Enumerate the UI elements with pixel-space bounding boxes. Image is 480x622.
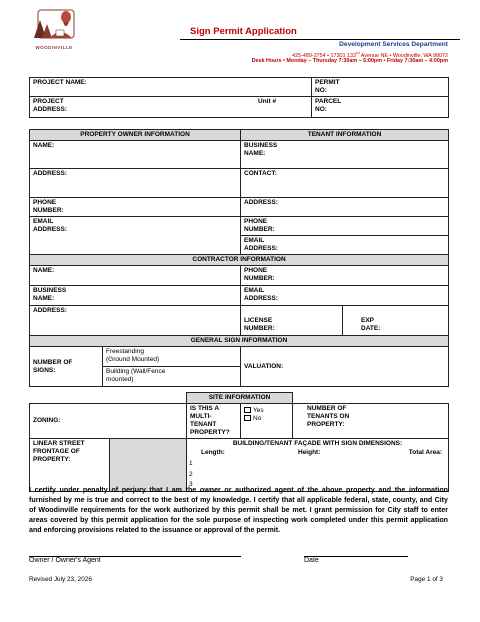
exp-label: EXP [361,317,375,324]
tenant-phone-email-field[interactable] [241,217,449,255]
yes-option[interactable] [244,407,289,415]
owner-address-field[interactable] [30,169,241,198]
contractor-license-field[interactable] [241,306,343,336]
height-label: Height: [298,449,321,456]
tenant-count-label-2: TENANTS ON [307,413,350,420]
tenant-email-label: EMAIL [244,237,265,244]
site-header-spacer-2 [293,393,449,404]
dims-header-row [187,449,448,459]
dims-row-3[interactable]: 3 [189,481,193,488]
tenant-section-header: TENANT INFORMATION [241,130,449,141]
contractor-business-label-2: NAME: [33,295,55,302]
tenant-count-label: NUMBER OF [307,405,347,412]
owner-tenant-table [29,129,449,387]
no-option[interactable] [244,415,289,423]
contractor-address-field[interactable] [30,306,241,336]
owner-phone-label-2: NUMBER: [33,207,64,214]
dims-row-2[interactable]: 2 [189,470,193,478]
multi-tenant-label-3: PROPERTY? [190,429,230,436]
freestanding-label-2: (Ground Mounted) [106,356,160,363]
unit-label: Unit # [258,98,277,105]
number-signs-label-2: SIGNS: [33,366,56,374]
multi-tenant-label-cell [187,404,241,439]
tenant-count-label-3: PROPERTY: [307,421,345,428]
tenant-address-field[interactable] [241,198,449,217]
frontage-label-3: PROPERTY: [33,456,71,463]
contractor-phone-label: PHONE [244,267,268,274]
no-label: No [253,415,262,422]
site-header-spacer [30,393,187,404]
multi-tenant-label-2: TENANT [190,421,217,428]
project-name-label: PROJECT NAME: [33,79,87,86]
freestanding-field[interactable] [103,347,241,367]
tenant-phone-label: PHONE [244,218,268,225]
contact-sup: rd [356,50,360,55]
project-name-field[interactable] [30,78,312,97]
contact-text: 425-489-2754 • 17301 133 [292,52,357,59]
contractor-email-label: EMAIL [244,287,265,294]
certification-text: I certify under penalty of perjury that I am the owner or authorized agent of the above property and the information furnished by me is true and correct to the best of my knowledge. I certify that all applicable federal, state, county, and City of Woodinville requirements for the work authorized by this permit shall be met. I grant permission for City staff to enter areas covered by this permit application for the sole purpose of inspecting work completed under this permit application and enforcing provisions related to the issuance or approval of the permit. [29,486,448,535]
facade-dimensions-cell [187,439,449,492]
department-name: Development Services Department [339,41,448,48]
tenant-business-field[interactable] [241,141,449,169]
building-label: Building (Wall/Fence [106,368,166,375]
contractor-business-field[interactable] [30,286,241,306]
site-table [29,392,449,492]
owner-name-field[interactable] [30,141,241,169]
multi-tenant-options [241,404,293,439]
contractor-name-field[interactable] [30,266,241,286]
tenant-count-field[interactable] [293,404,449,439]
contractor-exp-field[interactable] [343,306,449,336]
date-signature-line[interactable] [304,556,408,557]
frontage-label-2: FRONTAGE OF [33,448,80,455]
freestanding-label: Freestanding [106,348,144,355]
owner-email-field[interactable] [30,217,241,255]
owner-email-label: EMAIL [33,218,54,225]
valuation-label: VALUATION: [244,362,284,370]
tenant-address-label: ADDRESS: [244,199,278,206]
frontage-label: LINEAR STREET [33,440,85,447]
frontage-label-cell [30,439,110,492]
building-mounted-field[interactable] [103,367,241,387]
contractor-name-label: NAME: [33,267,55,274]
project-table [29,77,449,118]
project-address-label: PROJECT [33,98,64,105]
form-title: Sign Permit Application [190,26,297,37]
contact-text-2: Avenue NE • Woodinville, WA 98072 [359,52,448,59]
yes-label: Yes [253,407,264,414]
total-area-label: Total Area: [408,449,443,456]
length-label: Length: [201,449,225,456]
building-label-2: mounted) [106,376,134,383]
tenant-business-label-2: NAME: [244,150,266,157]
owner-phone-label: PHONE [33,199,57,206]
contractor-address-label: ADDRESS: [33,307,67,314]
contractor-phone-label-2: NUMBER: [244,275,275,282]
owner-signature-label: Owner / Owner's Agent [29,557,101,564]
tenant-phone-label-2: NUMBER: [244,226,275,233]
owner-section-header: PROPERTY OWNER INFORMATION [30,130,241,141]
project-address-field[interactable] [30,97,312,118]
frontage-input[interactable] [110,439,187,492]
zoning-label: ZONING: [33,417,61,424]
number-of-signs-label-cell [30,347,103,387]
date-signature-label: Date [304,557,319,564]
parcel-no-field[interactable] [312,97,449,118]
contractor-section-header: CONTRACTOR INFORMATION [30,255,449,266]
owner-address-label: ADDRESS: [33,170,67,177]
owner-email-label-2: ADDRESS: [33,226,67,233]
tenant-business-label: BUSINESS [244,142,278,149]
revised-date: Revised July 23, 2026 [29,576,92,583]
multi-tenant-label: IS THIS A MULTI- [190,405,219,420]
owner-phone-field[interactable] [30,198,241,217]
no-checkbox[interactable] [244,415,251,421]
permit-label: PERMIT [315,79,340,86]
exp-date-label: DATE: [361,325,381,332]
header-rule [180,39,460,40]
desk-hours: Desk Hours • Monday – Thursday 7:30am – 5:00pm • Friday 7:30am – 4:00pm [251,58,448,64]
tenant-contact-field[interactable] [241,169,449,198]
zoning-field[interactable] [30,404,187,439]
permit-no-label: NO: [315,87,327,94]
dims-row-1[interactable]: 1 [189,460,193,467]
contractor-business-label: BUSINESS [33,287,67,294]
tenant-email-label-2: ADDRESS: [244,245,278,252]
project-address-label-2: ADDRESS: [33,106,67,113]
yes-checkbox[interactable] [244,407,251,413]
contractor-email-label-2: ADDRESS: [244,295,278,302]
general-sign-section-header: GENERAL SIGN INFORMATION [30,336,449,347]
license-label-2: NUMBER: [244,325,275,332]
parcel-label: PARCEL [315,98,342,105]
logo-wordmark: WOODINVILLE [35,45,73,50]
valuation-field[interactable] [241,347,449,387]
site-section-header: SITE INFORMATION [187,393,293,404]
tenant-contact-label: CONTACT: [244,170,277,177]
parcel-no-label: NO: [315,106,327,113]
license-label: LICENSE [244,317,273,324]
contractor-email-field[interactable] [241,286,449,306]
permit-no-field[interactable] [312,78,449,97]
number-signs-label: NUMBER OF [33,358,73,366]
owner-name-label: NAME: [33,142,55,149]
contractor-phone-field[interactable] [241,266,449,286]
facade-dims-header: BUILDING/TENANT FAÇADE WITH SIGN DIMENSIONS: [232,440,403,447]
city-logo [28,8,80,50]
page-number: Page 1 of 3 [410,576,443,583]
